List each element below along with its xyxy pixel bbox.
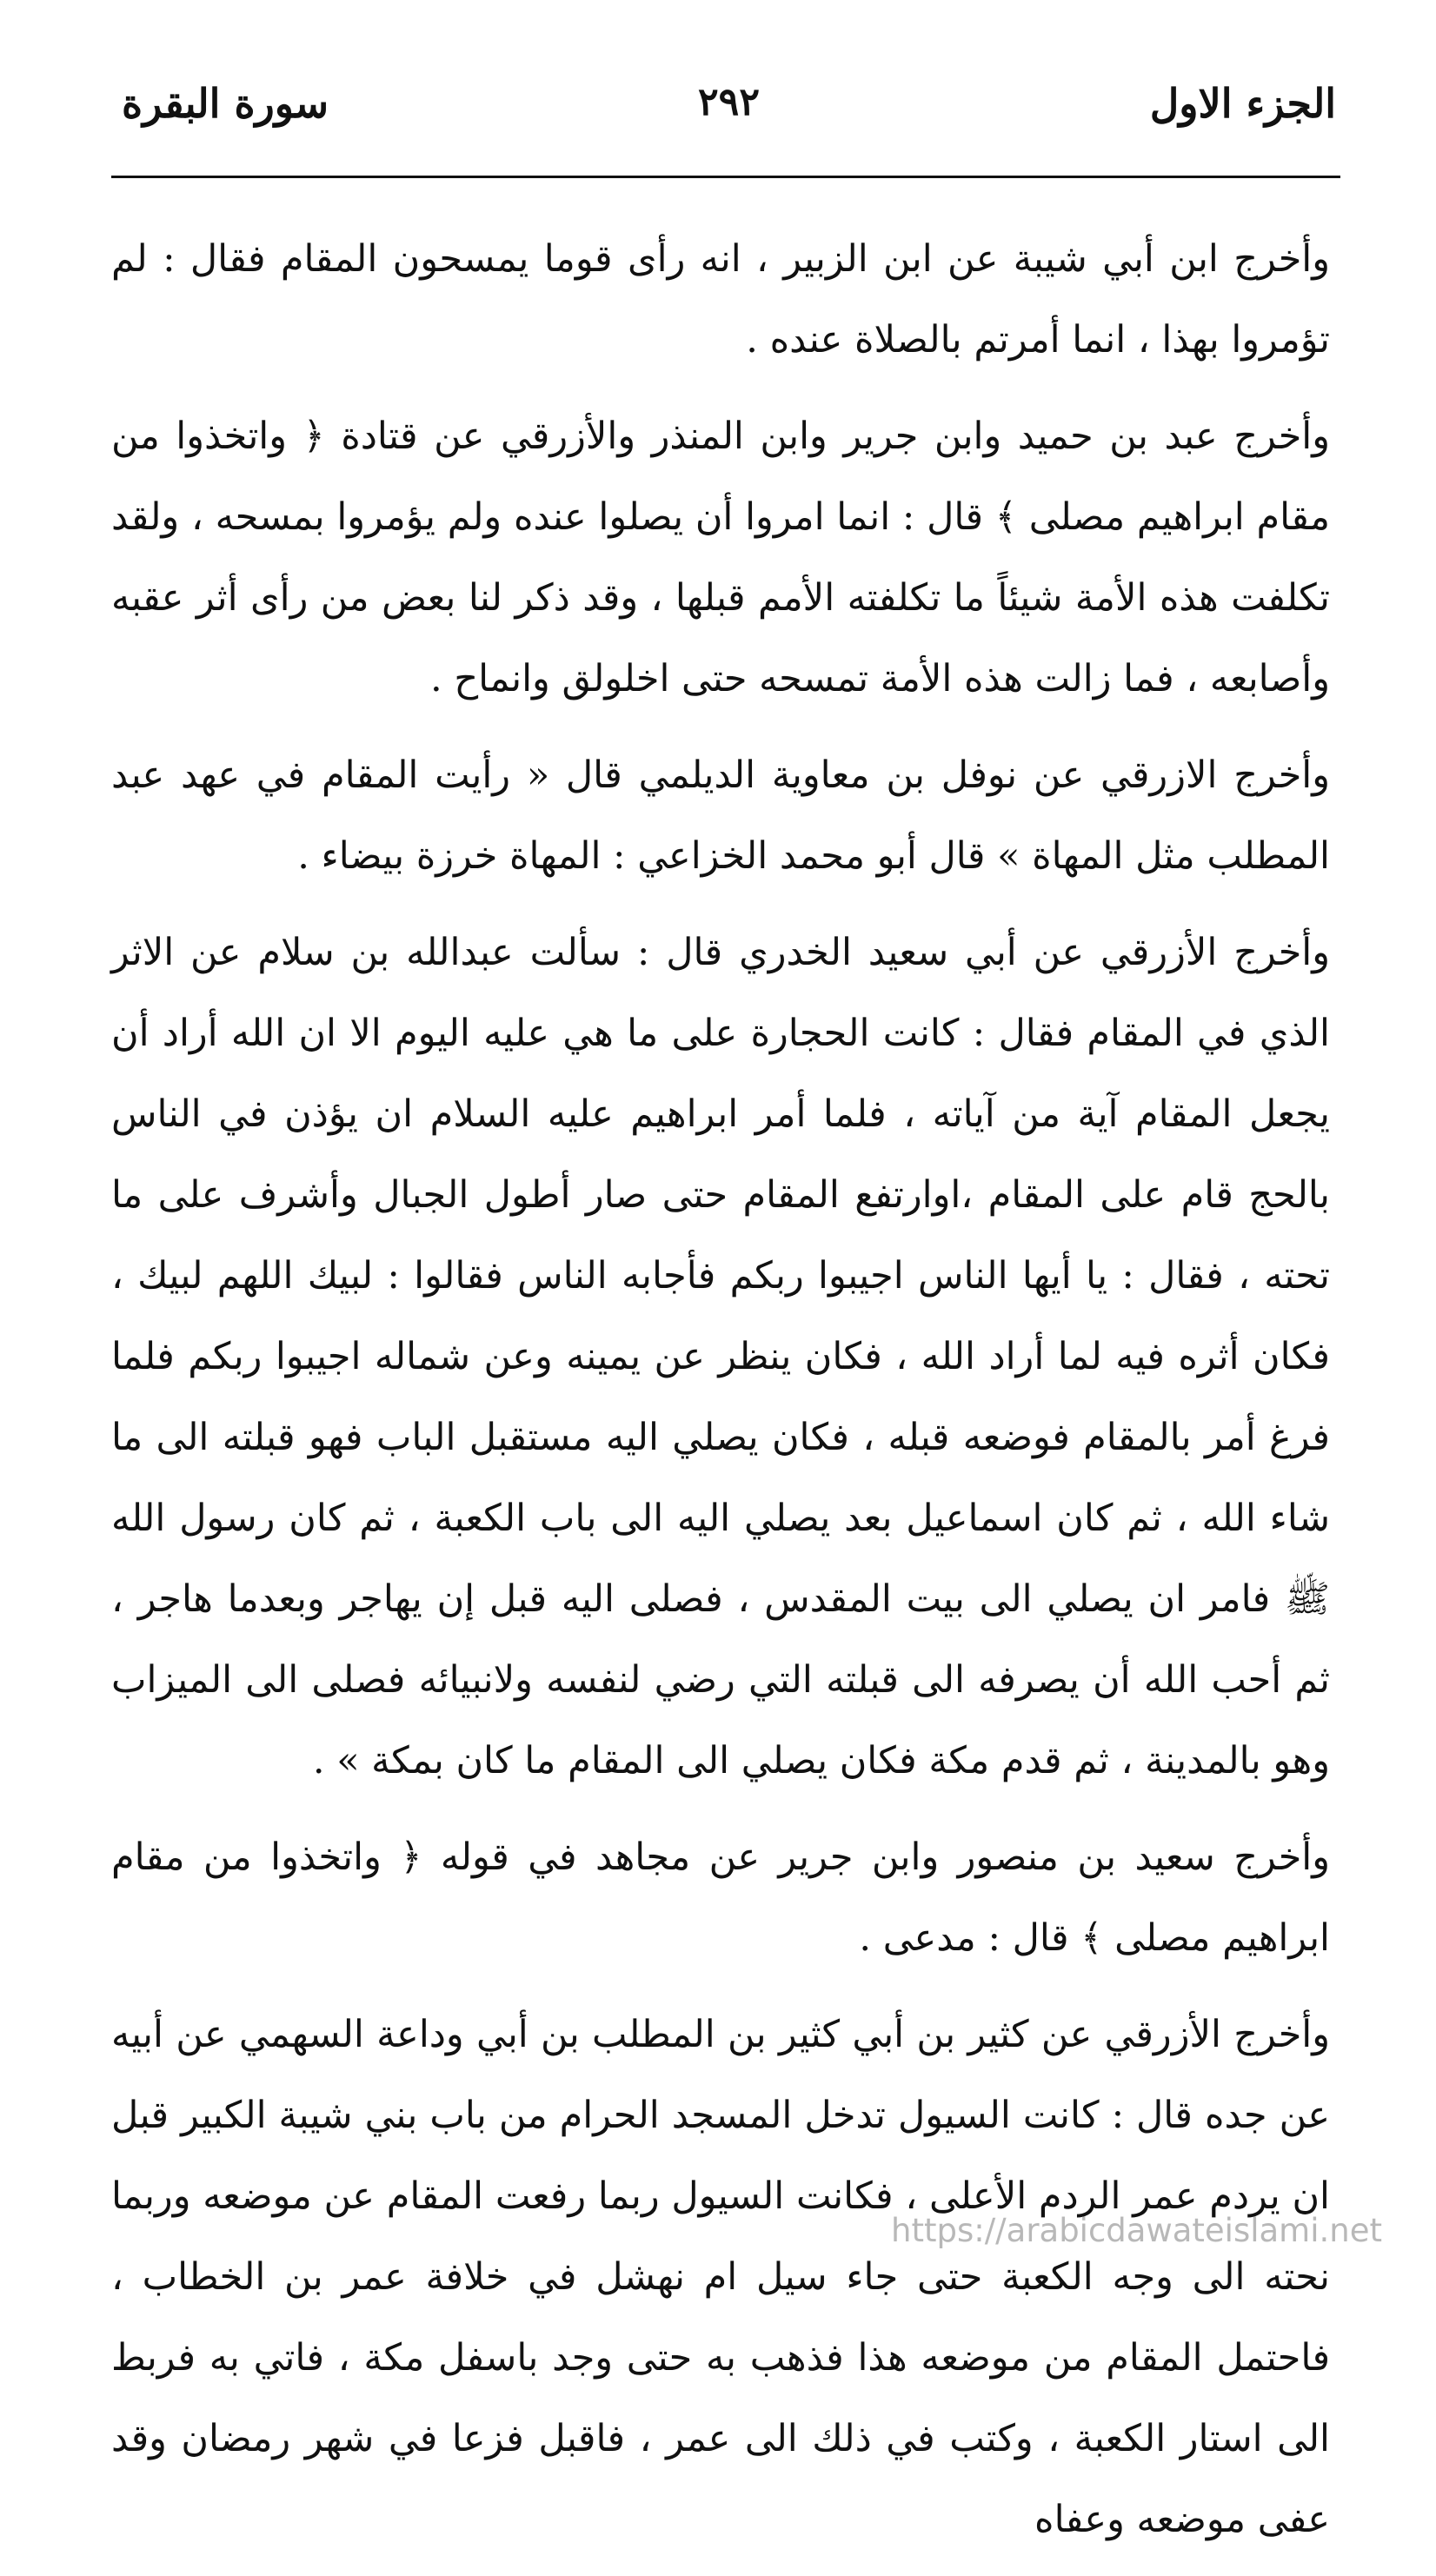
paragraph: وأخرج ابن أبي شيبة عن ابن الزبير ، انه رأى قوما يمسحون المقام فقال : لم تؤمروا بهذا ، انما أمرتم بالصلاة عنده .	[111, 237, 1330, 362]
page-number: ٢٩٢	[698, 80, 760, 124]
paragraph: وأخرج الأزرقي عن أبي سعيد الخدري قال : سألت عبدالله بن سلام عن الاثر الذي في المقام فقال : كانت الحجارة على ما هي عليه اليوم الا ان الله أراد أن يجعل المقام آية من آياته ، فلما أمر ابراهيم عليه السلام ان يؤذن في الناس بالحج قام على المقام ،اوارتفع المقام حتى صار أطول الجبال وأشرف على ما تحته ، فقال : يا أيها الناس اجيبوا ربكم فأجابه الناس فقالوا : لبيك اللهم لبيك ، فكان أثره فيه لما أراد الله ، فكان ينظر عن يمينه وعن شماله اجيبوا ربكم فلما فرغ أمر بالمقام فوضعه قبله ، فكان يصلي اليه مستقبل الباب فهو قبلته الى ما شاء الله ، ثم كان اسماعيل بعد يصلي اليه الى باب الكعبة ، ثم كان رسول الله ﷺ فامر ان يصلي الى بيت المقدس ، فصلى اليه قبل إن يهاجر وبعدما هاجر ، ثم أحب الله أن يصرفه الى قبلته التي رضي لنفسه ولانبيائه فصلى الى الميزاب وهو بالمدينة ، ثم قدم مكة فكان يصلي الى المقام ما كان بمكة » .	[111, 931, 1330, 1783]
source-watermark: https://arabicdawateislami.net	[891, 2212, 1382, 2249]
header-divider	[111, 176, 1340, 178]
page-header	[122, 80, 1336, 149]
paragraph: وأخرج عبد بن حميد وابن جرير وابن المنذر والأزرقي عن قتادة ﴿ واتخذوا من مقام ابراهيم مصلى ﴾ قال : انما امروا أن يصلوا عنده ولم يؤمروا بمسحه ، ولقد تكلفت هذه الأمة شيئاً ما تكلفته الأمم قبلها ، وقد ذكر لنا بعض من رأى أثر عقبه وأصابعه ، فما زالت هذه الأمة تمسحه حتى اخلولق وانماح .	[111, 415, 1330, 700]
paragraph: وأخرج سعيد بن منصور وابن جرير عن مجاهد في قوله ﴿ واتخذوا من مقام ابراهيم مصلى ﴾ قال : مدعى .	[111, 1836, 1330, 1960]
paragraph: وأخرج الأزرقي عن كثير بن أبي كثير بن المطلب بن أبي وداعة السهمي عن أبيه عن جده قال : كانت السيول تدخل المسجد الحرام من باب بني شيبة الكبير قبل ان يردم عمر الردم الأعلى ، فكانت السيول ربما رفعت المقام عن موضعه وربما نحته الى وجه الكعبة حتى جاء سيل ام نهشل في خلافة عمر بن الخطاب ، فاحتمل المقام من موضعه هذا فذهب به حتى وجد باسفل مكة ، فاتي به فربط الى استار الكعبة ، وكتب في ذلك الى عمر ، فاقبل فزعا في شهر رمضان وقد عفى موضعه وعفاه	[111, 2013, 1330, 2541]
paragraph: وأخرج الازرقي عن نوفل بن معاوية الديلمي قال « رأيت المقام في عهد عبد المطلب مثل المهاة » قال أبو محمد الخزاعي : المهاة خرزة بيضاء .	[111, 754, 1330, 878]
surah-title: سورة البقرة	[122, 80, 329, 127]
volume-label: الجزء الاول	[1149, 80, 1336, 127]
